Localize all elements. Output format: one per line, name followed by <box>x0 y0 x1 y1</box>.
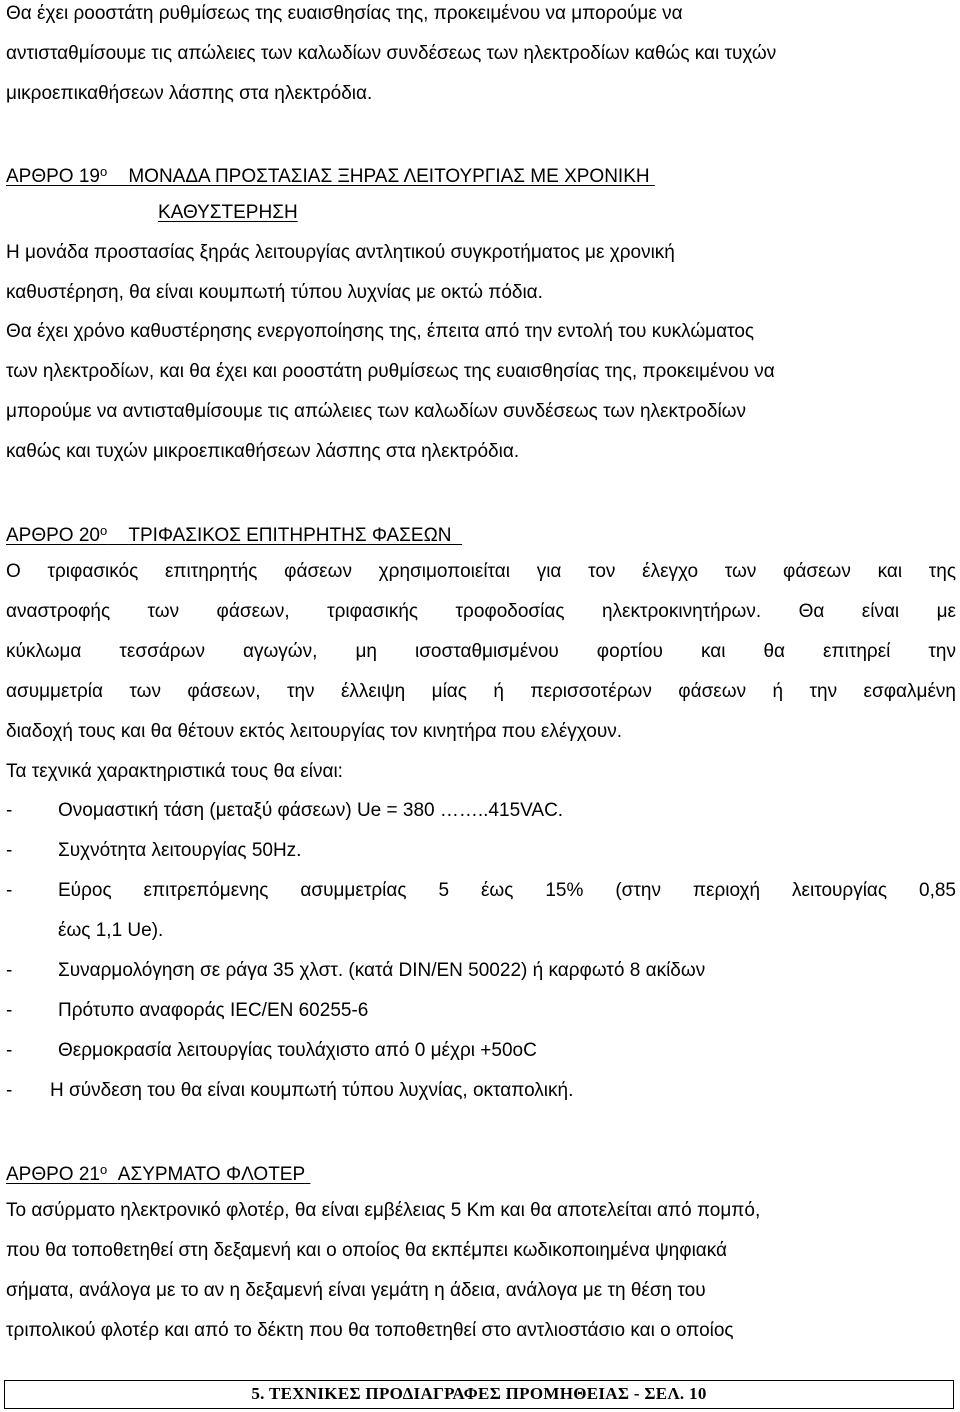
list-dash: - <box>6 1000 13 1021</box>
article-20-paragraph: αναστροφής των φάσεων, τριφασικής τροφοδοσίας ηλεκτροκινητήρων. Θα είναι με <box>6 601 956 622</box>
article-19-paragraph: των ηλεκτροδίων, και θα έχει και ροοστάτη ρυθμίσεως της ευαισθησίας της, προκειμένου να <box>6 361 775 382</box>
intro-line: αντισταθμίσουμε τις απώλειες των καλωδίων συνδέσεως των ηλεκτροδίων καθώς και τυχών <box>6 43 777 64</box>
article-20-paragraph: κύκλωμα τεσσάρων αγωγών, μη ισοσταθμισμένου φορτίου και θα επιτηρεί την <box>6 641 956 662</box>
article-19-paragraph: Θα έχει χρόνο καθυστέρησης ενεργοποίησης της, έπειτα από την εντολή του κυκλώματος <box>6 321 755 342</box>
list-dash: - <box>6 960 13 981</box>
article-20-paragraph: ασυμμετρία των φάσεων, την έλλειψη μίας ή περισσοτέρων φάσεων ή την εσφαλμένη <box>6 681 956 702</box>
article-20-paragraph: Ο τριφασικός επιτηρητής φάσεων χρησιμοποιείται για τον έλεγχο των φάσεων και της <box>6 561 956 582</box>
article-20-heading <box>6 519 462 546</box>
list-dash: - <box>6 1040 13 1061</box>
list-item: Πρότυπο αναφοράς IEC/EN 60255-6 <box>58 1000 369 1021</box>
list-dash: - <box>6 880 13 901</box>
list-dash: - <box>6 840 13 861</box>
list-item-cont: έως 1,1 Ue). <box>58 920 164 941</box>
list-item: Ονομαστική τάση (μεταξύ φάσεων) Ue = 380 ……..415VAC. <box>58 800 564 821</box>
specs-intro: Τα τεχνικά χαρακτηριστικά τους θα είναι: <box>6 761 343 782</box>
article-19-heading <box>6 160 655 187</box>
article-19-paragraph: μπορούμε να αντισταθμίσουμε τις απώλειες των καλωδίων συνδέσεως των ηλεκτροδίων <box>6 401 746 422</box>
list-dash: - <box>6 1080 13 1101</box>
article-20-paragraph: διαδοχή τους και θα θέτουν εκτός λειτουργίας τον κινητήρα που ελέγχουν. <box>6 721 622 742</box>
article-20-number: ΑΡΘΡΟ 20 <box>6 525 100 546</box>
article-20-ordinal: ο <box>100 523 108 538</box>
list-item: Θερμοκρασία λειτουργίας τουλάχιστο από 0 μέχρι +50oC <box>58 1040 537 1061</box>
page-footer: 5. ΤΕΧΝΙΚΕΣ ΠΡΟΔΙΑΓΡΑΦΕΣ ΠΡΟΜΗΘΕΙΑΣ - ΣΕΛ. 10 <box>4 1380 954 1409</box>
intro-line: μικροεπικαθήσεων λάσπης στα ηλεκτρόδια. <box>6 83 373 104</box>
intro-line: Θα έχει ροοστάτη ρυθμίσεως της ευαισθησίας της, προκειμένου να μπορούμε να <box>6 3 683 24</box>
list-dash: - <box>6 800 13 821</box>
list-item: Η σύνδεση του θα είναι κουμπωτή τύπου λυχνίας, οκταπολική. <box>50 1080 574 1101</box>
article-19-title: ΜΟΝΑΔΑ ΠΡΟΣΤΑΣΙΑΣ ΞΗΡΑΣ ΛΕΙΤΟΥΡΓΙΑΣ ΜΕ ΧΡΟΝΙΚΗ <box>128 166 650 187</box>
list-item: Συχνότητα λειτουργίας 50Hz. <box>58 840 302 861</box>
list-item: Εύρος επιτρεπόμενης ασυμμετρίας 5 έως 15% (στην περιοχή λειτουργίας 0,85 <box>58 880 956 901</box>
article-21-paragraph: που θα τοποθετηθεί στη δεξαμενή και ο οποίος θα εκπέμπει κωδικοποιημένα ψηφιακά <box>6 1240 728 1261</box>
article-21-paragraph: Το ασύρματο ηλεκτρονικό φλοτέρ, θα είναι εμβέλειας 5 Km και θα αποτελείται από πομπό, <box>6 1200 761 1221</box>
article-19-paragraph: Η μονάδα προστασίας ξηράς λειτουργίας αντλητικού συγκροτήματος με χρονική <box>6 242 675 263</box>
article-19-title-cont: ΚΑΘΥΣΤΕΡΗΣΗ <box>158 202 298 223</box>
article-21-title: ΑΣΥΡΜΑΤΟ ΦΛΟΤΕΡ <box>117 1164 306 1185</box>
article-20-title: ΤΡΙΦΑΣΙΚΟΣ ΕΠΙΤΗΡΗΤΗΣ ΦΑΣΕΩΝ <box>128 525 452 546</box>
article-21-heading <box>6 1158 310 1185</box>
article-19-ordinal: ο <box>100 164 108 179</box>
article-21-paragraph: τριπολικού φλοτέρ και από το δέκτη που θα τοποθετηθεί στο αντλιοστάσιο και ο οποίος <box>6 1320 734 1341</box>
article-19-paragraph: καθώς και τυχών μικροεπικαθήσεων λάσπης στα ηλεκτρόδια. <box>6 441 520 462</box>
article-21-ordinal: ο <box>100 1162 108 1177</box>
article-19-paragraph: καθυστέρηση, θα είναι κουμπωτή τύπου λυχνίας με οκτώ πόδια. <box>6 282 543 303</box>
list-item: Συναρμολόγηση σε ράγα 35 χλστ. (κατά DIN/EN 50022) ή καρφωτό 8 ακίδων <box>58 960 706 981</box>
article-21-number: ΑΡΘΡΟ 21 <box>6 1164 100 1185</box>
article-19-number: ΑΡΘΡΟ 19 <box>6 166 100 187</box>
article-21-paragraph: σήματα, ανάλογα με το αν η δεξαμενή είναι γεμάτη η άδεια, ανάλογα με τη θέση του <box>6 1280 706 1301</box>
